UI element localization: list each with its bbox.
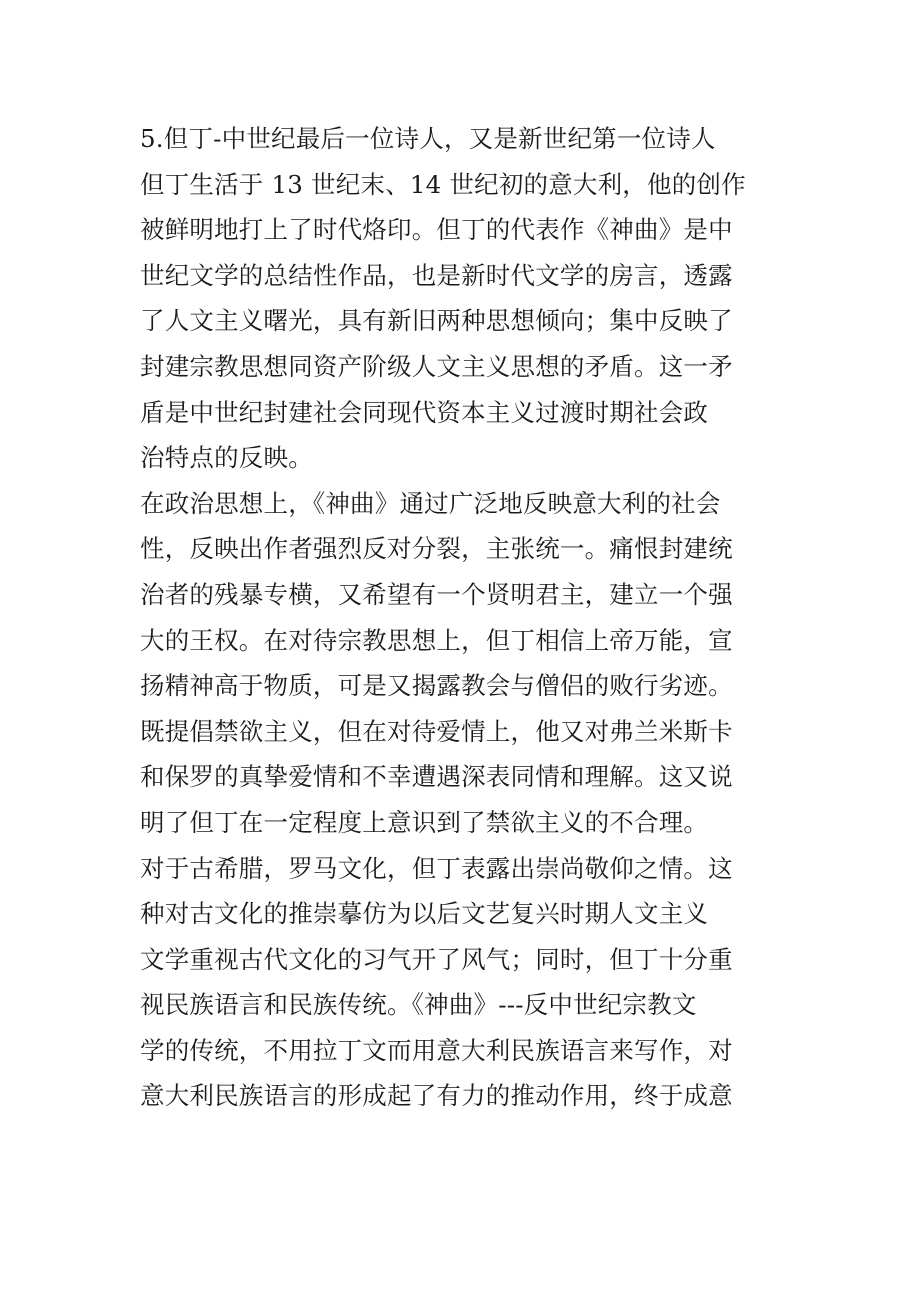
text-line: 被鲜明地打上了时代烙印。但丁的代表作《神曲》是中 bbox=[140, 215, 733, 245]
text-line: 学的传统，不用拉丁文而用意大利民族语言来写作，对 bbox=[140, 1035, 733, 1065]
text-line: 在政治思想上，《神曲》通过广泛地反映意大利的社会 bbox=[140, 488, 721, 518]
text-line: 既提倡禁欲主义，但在对待爱情上，他又对弗兰米斯卡 bbox=[140, 716, 733, 746]
text-line: 但丁生活于 13 世纪末、14 世纪初的意大利，他的创作 bbox=[140, 169, 746, 199]
text-line: 了人文主义曙光，具有新旧两种思想倾向；集中反映了 bbox=[140, 306, 733, 336]
text-line: 视民族语言和民族传统。《神曲》---反中世纪宗教文 bbox=[140, 990, 697, 1020]
text-line: 治者的残暴专横，又希望有一个贤明君主，建立一个强 bbox=[140, 579, 733, 609]
text-line: 5.但丁-中世纪最后一位诗人，又是新世纪第一位诗人 bbox=[140, 124, 716, 153]
text-line: 大的王权。在对待宗教思想上，但丁相信上帝万能，宣 bbox=[140, 625, 733, 655]
text-line: 封建宗教思想同资产阶级人文主义思想的矛盾。这一矛 bbox=[140, 351, 733, 381]
text-line: 种对古文化的推崇摹仿为以后文艺复兴时期人文主义 bbox=[140, 899, 709, 929]
text-line: 世纪文学的总结性作品，也是新时代文学的房言，透露 bbox=[140, 260, 733, 290]
document-body bbox=[140, 116, 746, 1119]
text-line: 对于古希腊，罗马文化，但丁表露出崇尚敬仰之情。这 bbox=[140, 853, 733, 883]
text-line: 意大利民族语言的形成起了有力的推动作用，终于成意 bbox=[140, 1081, 733, 1111]
text-line: 明了但丁在一定程度上意识到了禁欲主义的不合理。 bbox=[140, 807, 709, 837]
text-line: 性，反映出作者强烈反对分裂，主张统一。痛恨封建统 bbox=[140, 534, 733, 564]
text-line: 文学重视古代文化的习气开了风气；同时，但丁十分重 bbox=[140, 944, 733, 974]
text-line: 和保罗的真挚爱情和不幸遭遇深表同情和理解。这又说 bbox=[140, 762, 733, 792]
text-line: 治特点的反映。 bbox=[140, 443, 313, 473]
text-line: 盾是中世纪封建社会同现代资本主义过渡时期社会政 bbox=[140, 397, 709, 427]
text-line: 扬精神高于物质，可是又揭露教会与僧侣的败行劣迹。 bbox=[140, 671, 733, 701]
